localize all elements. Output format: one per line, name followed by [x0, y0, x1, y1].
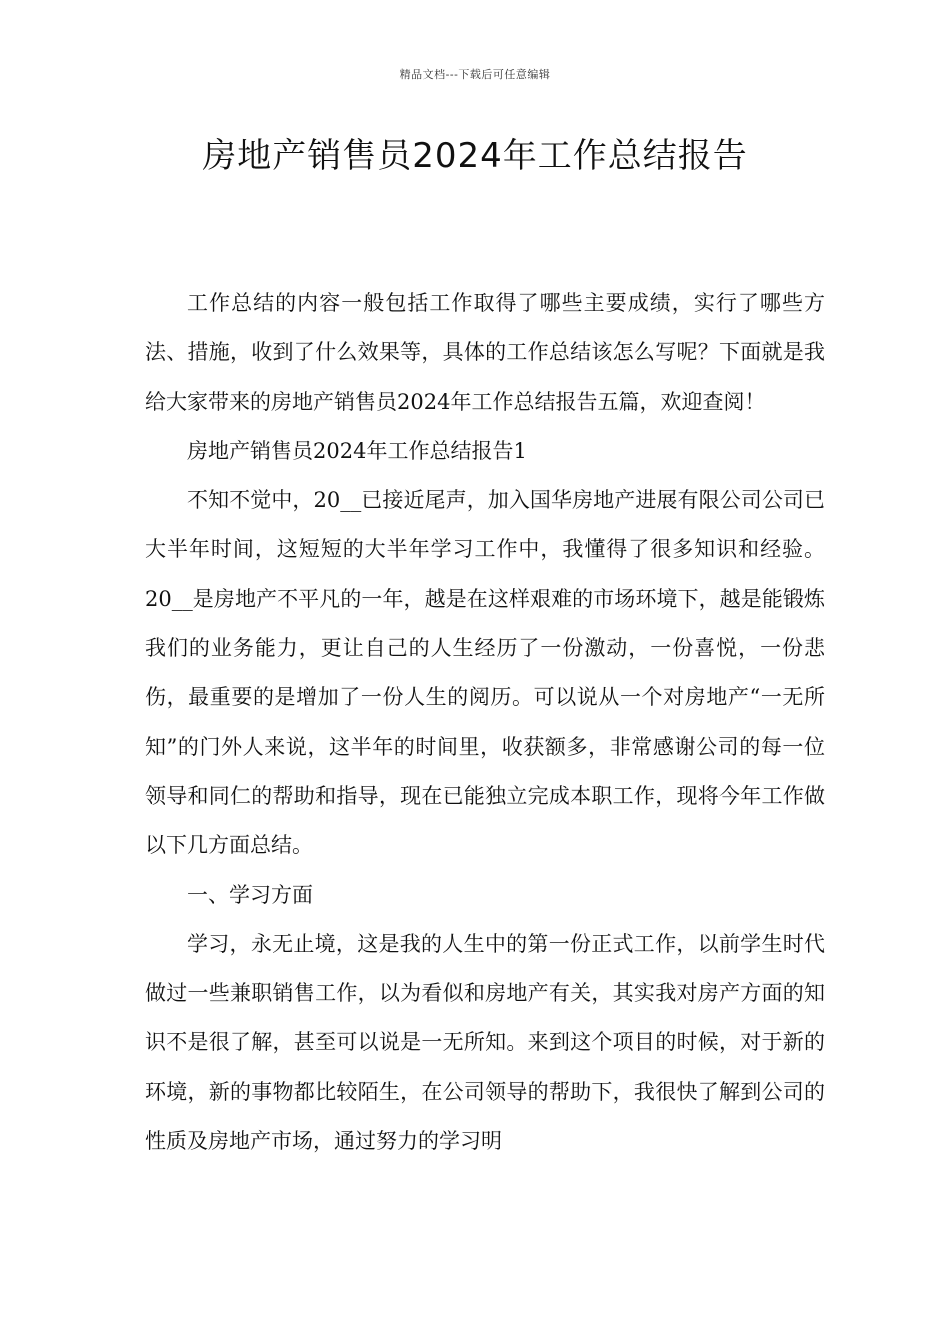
document-title: 房地产销售员2024年工作总结报告: [202, 136, 748, 176]
paragraph-study: 学习，永无止境，这是我的人生中的第一份正式工作，以前学生时代做过一些兼职销售工作，以为看似和房地产有关，其实我对房产方面的知识不是很了解，甚至可以说是一无所知。来到这个项目的时候，对于新的环境，新的事物都比较陌生，在公司领导的帮助下，我很快了解到公司的性质及房地产市场，通过努力的学习明: [145, 931, 825, 1154]
paragraph-overview: 不知不觉中，20__已接近尾声，加入国华房地产进展有限公司公司已大半年时间，这短短的大半年学习工作中，我懂得了很多知识和经验。20__是房地产不平凡的一年，越是在这样艰难的市场环境下，越是能锻炼我们的业务能力，更让自己的人生经历了一份激动，一份喜悦，一份悲伤，最重要的是增加了一份人生的阅历。可以说从一个对房地产“一无所知”的门外人来说，这半年的时间里，收获额多，非常感谢公司的每一位领导和同仁的帮助和指导，现在已能独立完成本职工作，现将今年工作做以下几方面总结。: [145, 488, 825, 858]
section-heading-report-1: 房地产销售员2024年工作总结报告1: [187, 438, 527, 463]
document-body: [145, 279, 825, 1166]
paragraph-intro: 工作总结的内容一般包括工作取得了哪些主要成绩，实行了哪些方法、措施，收到了什么效果等，具体的工作总结该怎么写呢？下面就是我给大家带来的房地产销售员2024年工作总结报告五篇，欢迎查阅！: [145, 291, 825, 414]
header-note: 精品文档---下载后可任意编辑: [399, 68, 551, 81]
section-heading-study: 一、学习方面: [187, 882, 313, 907]
